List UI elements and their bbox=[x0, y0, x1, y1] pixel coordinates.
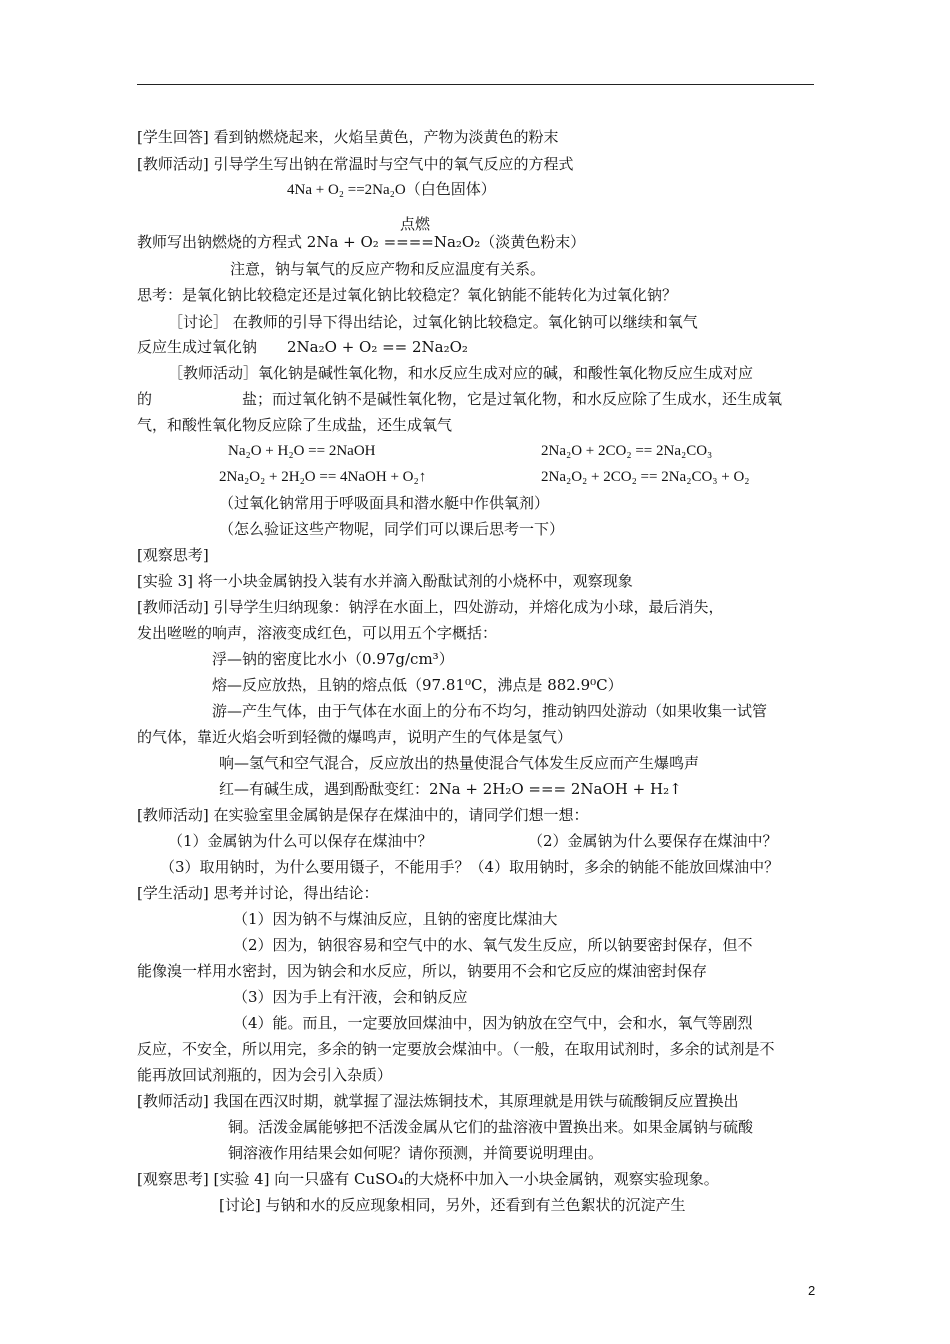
text-line: 教师写出钠燃烧的方程式 2Na + O₂ ====Na₂O₂（淡黄色粉末） bbox=[137, 233, 586, 251]
text-line: 反应，不安全，所以用完，多余的钠一定要放会煤油中。（一般，在取用试剂时，多余的试剂是不 bbox=[137, 1040, 775, 1058]
text-line: 能再放回试剂瓶的，因为会引入杂质） bbox=[137, 1066, 393, 1084]
condition-label: 点燃 bbox=[400, 215, 431, 233]
text-line: 铜溶液作用结果会如何呢？请你预测，并简要说明理由。 bbox=[228, 1144, 604, 1162]
text-line: （2）因为，钠很容易和空气中的水、氧气发生反应，所以钠要密封保存，但不 bbox=[233, 936, 753, 954]
equation-line: Na₂O + H₂O == 2NaOH bbox=[228, 443, 376, 459]
text-line: [教师活动] 我国在西汉时期，就掌握了湿法炼铜技术，其原理就是用铁与硫酸铜反应置换出 bbox=[137, 1092, 739, 1110]
text-line: [实验 3] 将一小块金属钠投入装有水并滴入酚酞试剂的小烧杯中，观察现象 bbox=[137, 572, 633, 590]
text-line: [教师活动] 引导学生写出钠在常温时与空气中的氧气反应的方程式 bbox=[137, 155, 574, 173]
text-line: （怎么验证这些产物呢，同学们可以课后思考一下） bbox=[219, 520, 565, 538]
text-line: [教师活动] 引导学生归纳现象：钠浮在水面上，四处游动，并熔化成为小球，最后消失， bbox=[137, 598, 724, 616]
text-line: 反应生成过氧化钠 2Na₂O + O₂ == 2Na₂O₂ bbox=[137, 338, 468, 356]
text-line: （2）金属钠为什么要保存在煤油中？ bbox=[528, 832, 778, 850]
text-line: 响—氢气和空气混合，反应放出的热量使混合气体发生反应而产生爆鸣声 bbox=[219, 754, 700, 772]
equation-line: 2Na₂O₂ + 2H₂O == 4NaOH + O₂↑ bbox=[219, 469, 427, 485]
text-line: 游—产生气体，由于气体在水面上的分布不均匀，推动钠四处游动（如果收集一试管 bbox=[212, 702, 768, 720]
equation-line: 2Na₂O + 2CO₂ == 2Na₂CO₃ bbox=[541, 443, 713, 459]
text-line: （4）能。而且，一定要放回煤油中，因为钠放在空气中，会和水，氧气等剧烈 bbox=[233, 1014, 753, 1032]
text-line: [学生活动] 思考并讨论，得出结论： bbox=[137, 884, 379, 902]
equation-line: 2Na₂O₂ + 2CO₂ == 2Na₂CO₃ + O₂ bbox=[541, 469, 750, 485]
text-line: 的 盐；而过氧化钠不是碱性氧化物，它是过氧化物，和水反应除了生成水，还生成氧 bbox=[137, 390, 783, 408]
text-line: 发出咝咝的响声，溶液变成红色，可以用五个字概括： bbox=[137, 624, 498, 642]
text-line: 熔—反应放热，且钠的熔点低（97.81⁰C，沸点是 882.9⁰C） bbox=[212, 676, 623, 694]
text-line: 注意，钠与氧气的反应产物和反应温度有关系。 bbox=[230, 260, 546, 278]
text-line: ［教师活动］氧化钠是碱性氧化物，和水反应生成对应的碱，和酸性氧化物反应生成对应 bbox=[168, 364, 754, 382]
text-line: ［讨论］ 在教师的引导下得出结论，过氧化钠比较稳定。氧化钠可以继续和氧气 bbox=[168, 313, 698, 331]
text-line: [学生回答] 看到钠燃烧起来，火焰呈黄色，产物为淡黄色的粉末 bbox=[137, 128, 559, 146]
page-number: 2 bbox=[808, 1283, 816, 1298]
text-line: 红—有碱生成，遇到酚酞变红：2Na + 2H₂O === 2NaOH + H₂↑ bbox=[219, 780, 682, 798]
text-line: （1）金属钠为什么可以保存在煤油中？ bbox=[168, 832, 433, 850]
text-line: （3）取用钠时，为什么要用镊子，不能用手？（4）取用钠时，多余的钠能不能放回煤油中？ bbox=[160, 858, 780, 876]
text-line: （过氧化钠常用于呼吸面具和潜水艇中作供氧剂） bbox=[219, 494, 550, 512]
text-line: 能像溴一样用水密封，因为钠会和水反应，所以，钠要用不会和它反应的煤油密封保存 bbox=[137, 962, 708, 980]
text-line: 铜。活泼金属能够把不活泼金属从它们的盐溶液中置换出来。如果金属钠与硫酸 bbox=[228, 1118, 754, 1136]
text-line: [教师活动] 在实验室里金属钠是保存在煤油中的，请同学们想一想： bbox=[137, 806, 589, 824]
text-line: （3）因为手上有汗液，会和钠反应 bbox=[233, 988, 468, 1006]
text-line: [观察思考] [实验 4] 向一只盛有 CuSO₄的大烧杯中加入一小块金属钠，观察实验现象。 bbox=[137, 1170, 719, 1188]
text-line: [讨论] 与钠和水的反应现象相同，另外，还看到有兰色絮状的沉淀产生 bbox=[219, 1196, 686, 1214]
text-line: [观察思考] bbox=[137, 546, 209, 564]
text-line: （1）因为钠不与煤油反应，且钠的密度比煤油大 bbox=[233, 910, 558, 928]
text-line: 浮—钠的密度比水小（0.97g/cm³） bbox=[212, 650, 454, 668]
header-rule bbox=[137, 84, 814, 85]
text-line: 的气体，靠近火焰会听到轻微的爆鸣声，说明产生的气体是氢气） bbox=[137, 728, 573, 746]
text-line: 气，和酸性氧化物反应除了生成盐，还生成氧气 bbox=[137, 416, 453, 434]
text-line: 思考：是氧化钠比较稳定还是过氧化钠比较稳定？氧化钠能不能转化为过氧化钠？ bbox=[137, 286, 678, 304]
equation-line: 4Na + O₂ ==2Na₂O（白色固体） bbox=[287, 182, 496, 198]
